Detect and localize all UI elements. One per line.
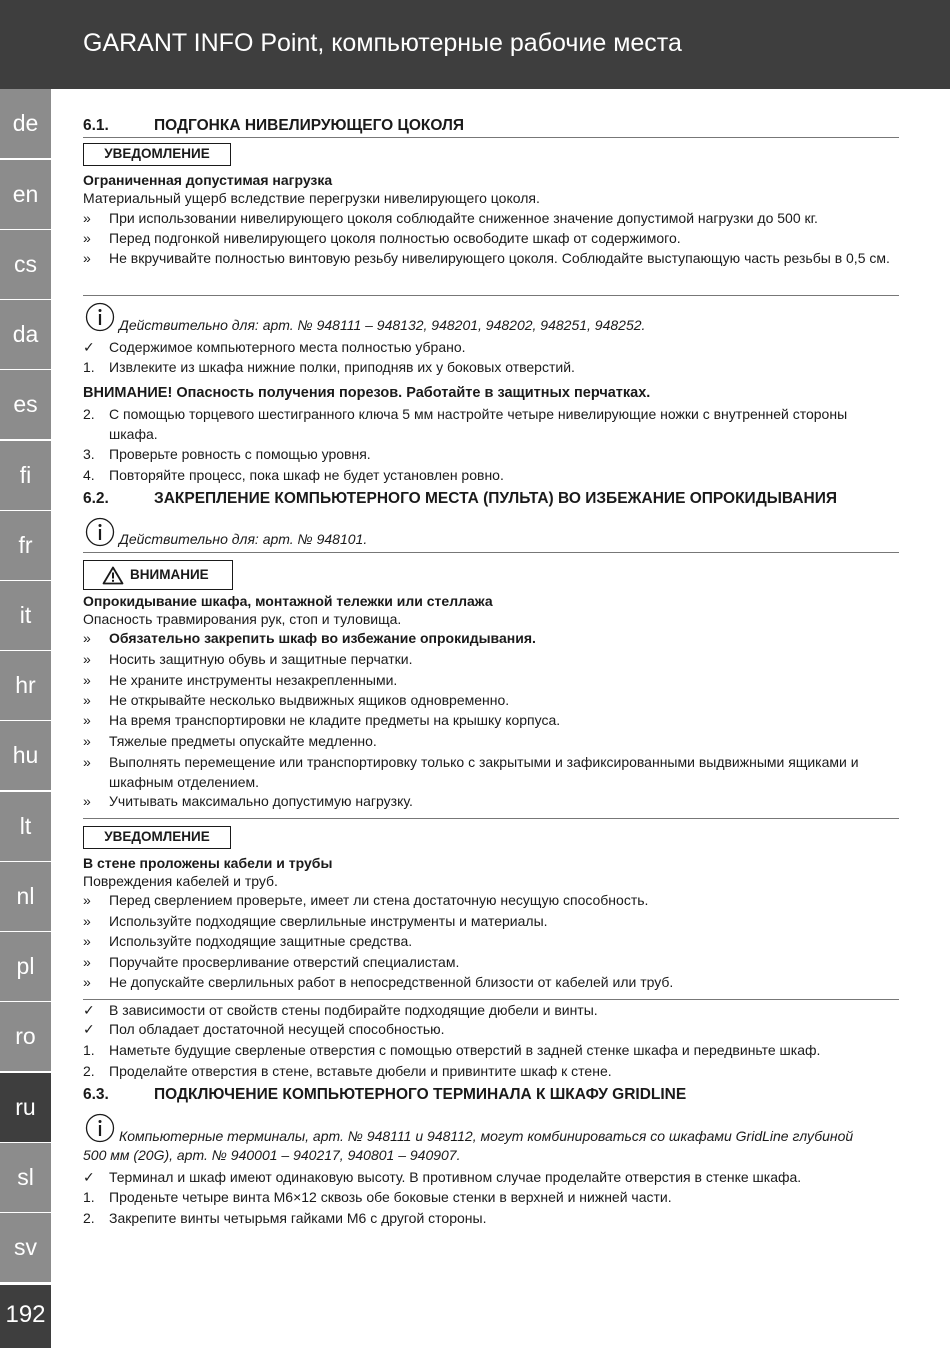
- list-item-text: Используйте подходящие защитные средства.: [109, 933, 413, 949]
- warning-label-text: ВНИМАНИЕ: [130, 567, 209, 582]
- notice-label: УВЕДОМЛЕНИЕ: [83, 826, 231, 849]
- bullet-marker: »: [83, 230, 91, 246]
- list-item-text: Не храните инструменты незакрепленными.: [109, 672, 398, 688]
- list-item-text: Не допускайте сверлильных работ в непосредственной близости от кабелей или труб.: [109, 974, 674, 990]
- precondition-text: Пол обладает достаточной несущей способностью.: [109, 1021, 445, 1037]
- lang-tab-sv[interactable]: sv: [0, 1213, 51, 1282]
- section-number: 6.1.: [83, 117, 109, 134]
- list-item-text: Носить защитную обувь и защитные перчатки.: [109, 651, 413, 667]
- check-icon: ✓: [83, 1169, 95, 1185]
- lang-tab-it[interactable]: it: [0, 581, 51, 650]
- list-item-text: Поручайте просверливание отверстий специалистам.: [109, 954, 460, 970]
- step-number: 4.: [83, 467, 95, 483]
- step-number: 2.: [83, 406, 95, 422]
- valid-for-text: Действительно для: арт. № 948111 – 948132, 948201, 948202, 948251, 948252.: [119, 317, 646, 333]
- step-text: Проделайте отверстия в стене, вставьте дюбели и привинтите шкаф к стене.: [109, 1063, 612, 1079]
- notice-text: Материальный ущерб вследствие перегрузки нивелирующего цоколя.: [83, 190, 540, 206]
- step-text: Закрепите винты четырьмя гайками M6 с другой стороны.: [109, 1210, 487, 1226]
- check-icon: ✓: [83, 1002, 95, 1018]
- list-item-text: Перед подгонкой нивелирующего цоколя полностью освободите шкаф от содержимого.: [109, 230, 681, 246]
- list-item-text: Учитывать максимально допустимую нагрузку.: [109, 793, 413, 809]
- lang-tab-ru[interactable]: ru: [0, 1073, 51, 1142]
- lang-tab-nl[interactable]: nl: [0, 862, 51, 931]
- list-item-text: Не открывайте несколько выдвижных ящиков одновременно.: [109, 692, 510, 708]
- notice-heading: Ограниченная допустимая нагрузка: [83, 172, 333, 188]
- lang-tab-ro[interactable]: ro: [0, 1002, 51, 1071]
- warning-end-rule: [83, 818, 899, 819]
- compatibility-note-cont: [83, 1146, 899, 1166]
- list-item-text: Не вкручивайте полностью винтовую резьбу нивелирующего цоколя. Соблюдайте выступающую часть резьбы в 0,5 см.: [109, 250, 890, 266]
- lang-tab-hr[interactable]: hr: [0, 651, 51, 720]
- bullet-marker: »: [83, 913, 91, 929]
- check-icon: ✓: [83, 339, 95, 355]
- step-text: Повторяйте процесс, пока шкаф не будет установлен ровно.: [109, 467, 504, 483]
- lang-tab-fi[interactable]: fi: [0, 441, 51, 510]
- warning-heading: Опрокидывание шкафа, монтажной тележки или стеллажа: [83, 593, 493, 609]
- lang-tab-sl[interactable]: sl: [0, 1143, 51, 1212]
- section-rule: [83, 552, 899, 553]
- section-heading: ПОДГОНКА НИВЕЛИРУЮЩЕГО ЦОКОЛЯ: [154, 117, 465, 134]
- step-number: 1.: [83, 359, 95, 375]
- warning-label: [83, 560, 233, 590]
- notice-label: УВЕДОМЛЕНИЕ: [83, 143, 231, 166]
- bullet-marker: »: [83, 210, 91, 226]
- list-item-text: При использовании нивелирующего цоколя соблюдайте сниженное значение допустимой нагрузки до 500 кг.: [109, 210, 818, 226]
- bullet-marker: »: [83, 250, 91, 266]
- bullet-marker: »: [83, 793, 91, 809]
- step-number: 1.: [83, 1042, 95, 1058]
- section-number: 6.3.: [83, 1086, 109, 1103]
- step-text: Извлеките из шкафа нижние полки, приподняв их у боковых отверстий.: [109, 359, 575, 375]
- step-text: Проверьте ровность с помощью уровня.: [109, 446, 371, 462]
- compatibility-text: Компьютерные терминалы, арт. № 948111 и 948112, могут комбинироваться со шкафами GridLine глубиной: [119, 1128, 854, 1144]
- warning-triangle-icon: [102, 566, 124, 585]
- lang-tab-cs[interactable]: cs: [0, 230, 51, 299]
- bullet-marker: »: [83, 692, 91, 708]
- precondition-text: В зависимости от свойств стены подбирайте подходящие дюбели и винты.: [109, 1002, 598, 1018]
- page-header: [0, 0, 950, 89]
- step-number: 2.: [83, 1063, 95, 1079]
- step-text: Наметьте будущие сверленые отверстия с помощью отверстий в задней стенке шкафа и передвиньте шкаф.: [109, 1042, 821, 1058]
- bullet-marker: »: [83, 651, 91, 667]
- list-item-text: На время транспортировки не кладите предметы на крышку корпуса.: [109, 712, 561, 728]
- bullet-marker: »: [83, 712, 91, 728]
- bullet-marker: »: [83, 754, 91, 770]
- step-number: 2.: [83, 1210, 95, 1226]
- notice-heading: В стене проложены кабели и трубы: [83, 855, 333, 871]
- compatibility-note: [83, 1127, 899, 1147]
- step-number: 1.: [83, 1189, 95, 1205]
- check-icon: ✓: [83, 1021, 95, 1037]
- list-item-text: Используйте подходящие сверлильные инструменты и материалы.: [109, 913, 548, 929]
- lang-tab-pl[interactable]: pl: [0, 932, 51, 1001]
- section-number: 6.2.: [83, 490, 109, 507]
- lang-tab-en[interactable]: en: [0, 160, 51, 229]
- lang-tab-hu[interactable]: hu: [0, 721, 51, 790]
- bullet-marker: »: [83, 630, 91, 646]
- notice-text: Повреждения кабелей и труб.: [83, 873, 278, 889]
- step-number: 3.: [83, 446, 95, 462]
- warning-text: Опасность травмирования рук, стоп и туловища.: [83, 611, 402, 627]
- notice-end-rule: [83, 999, 899, 1000]
- compatibility-text: 500 мм (20G), арт. № 940001 – 940217, 940801 – 940907.: [83, 1147, 461, 1163]
- list-item-text: Перед сверлением проверьте, имеет ли стена достаточную несущую способность.: [109, 892, 649, 908]
- list-item-text: Выполнять перемещение или транспортировку только с закрытыми и зафиксированными выдвижными ящиками и шкафным отделением.: [109, 754, 859, 790]
- bullet-marker: »: [83, 954, 91, 970]
- precondition-text: Содержимое компьютерного места полностью убрано.: [109, 339, 466, 355]
- bullet-marker: »: [83, 933, 91, 949]
- list-item-text: Тяжелые предметы опускайте медленно.: [109, 733, 377, 749]
- bullet-marker: »: [83, 733, 91, 749]
- caution-text: ВНИМАНИЕ! Опасность получения порезов. Работайте в защитных перчатках.: [83, 385, 651, 401]
- lang-tab-es[interactable]: es: [0, 370, 51, 439]
- lang-tab-de[interactable]: de: [0, 89, 51, 158]
- section-rule: [83, 137, 899, 138]
- lang-tab-lt[interactable]: lt: [0, 792, 51, 861]
- list-item-text: Обязательно закрепить шкаф во избежание опрокидывания.: [109, 630, 536, 646]
- bullet-marker: »: [83, 892, 91, 908]
- valid-for-text: Действительно для: арт. № 948101.: [119, 531, 368, 547]
- section-heading: ЗАКРЕПЛЕНИЕ КОМПЬЮТЕРНОГО МЕСТА (ПУЛЬТА) ВО ИЗБЕЖАНИЕ ОПРОКИДЫВАНИЯ: [154, 490, 838, 507]
- lang-tab-da[interactable]: da: [0, 300, 51, 369]
- step-text: Проденьте четыре винта M6×12 сквозь обе боковые стенки в верхней и нижней части.: [109, 1189, 672, 1205]
- bullet-marker: »: [83, 974, 91, 990]
- section-heading: ПОДКЛЮЧЕНИЕ КОМПЬЮТЕРНОГО ТЕРМИНАЛА К ШКАФУ GRIDLINE: [154, 1086, 687, 1103]
- lang-tab-fr[interactable]: fr: [0, 511, 51, 580]
- header-title: GARANT INFO Point, компьютерные рабочие места: [83, 29, 682, 57]
- valid-for-note: [83, 316, 899, 336]
- page-number: 192: [0, 1285, 51, 1348]
- step-text: С помощью торцевого шестигранного ключа 5 мм настройте четыре нивелирующие ножки с внутренней стороны шкафа.: [109, 406, 848, 442]
- valid-for-note: [83, 530, 899, 550]
- precondition-text: Терминал и шкаф имеют одинаковую высоту. В противном случае проделайте отверстия в стенке шкафа.: [109, 1169, 802, 1185]
- notice-end-rule: [83, 295, 899, 296]
- bullet-marker: »: [83, 672, 91, 688]
